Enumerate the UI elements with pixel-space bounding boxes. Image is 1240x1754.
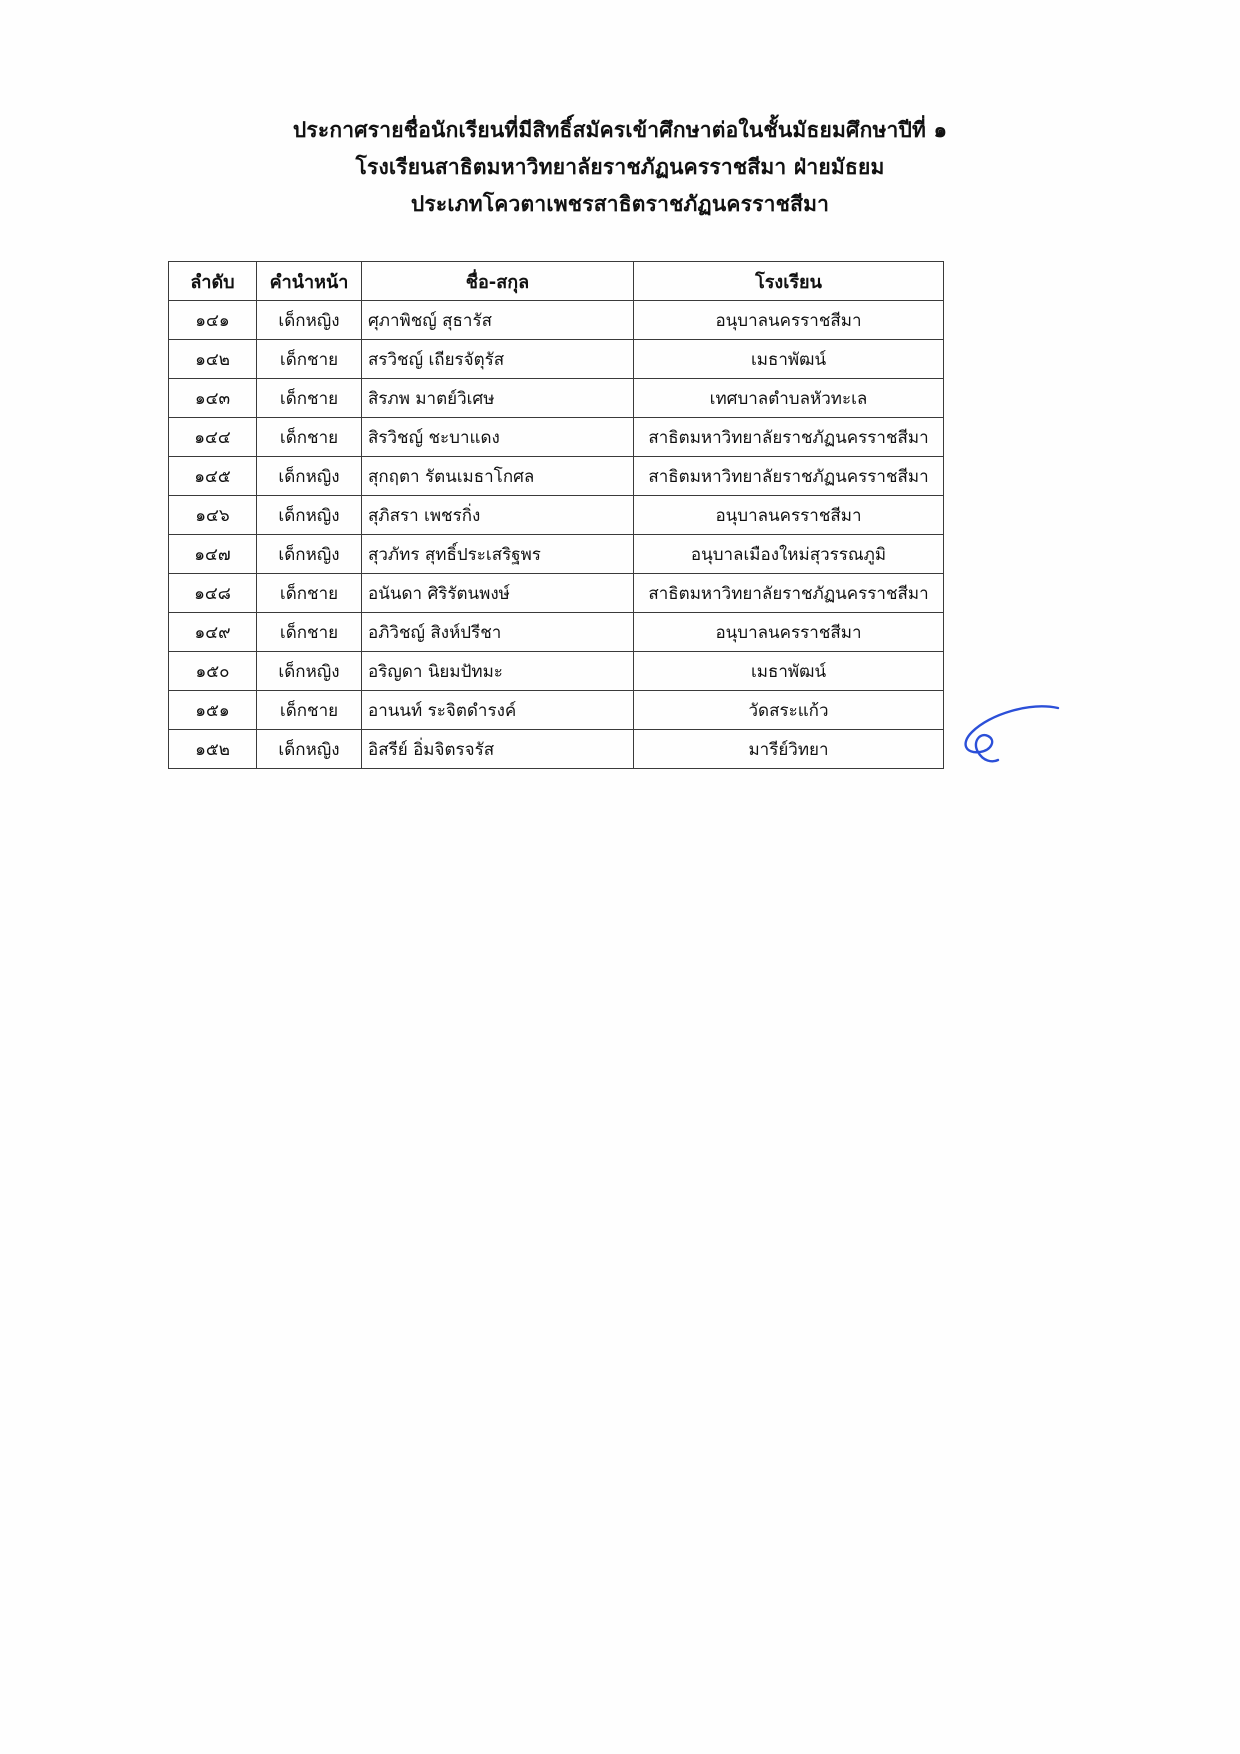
cell-name: สุวภัทร สุทธิ์ประเสริฐพร — [362, 535, 634, 574]
document-header — [0, 112, 1240, 223]
cell-title: เด็กชาย — [257, 574, 362, 613]
header-line-2: โรงเรียนสาธิตมหาวิทยาลัยราชภัฏนครราชสีมา ฝ่ายมัธยม — [355, 155, 885, 179]
cell-name: สุกฤตา รัตนเมธาโกศล — [362, 457, 634, 496]
table-body — [169, 301, 944, 769]
cell-title: เด็กหญิง — [257, 496, 362, 535]
header-line-3: ประเภทโควตาเพชรสาธิตราชภัฏนครราชสีมา — [410, 192, 830, 216]
cell-title: เด็กชาย — [257, 418, 362, 457]
cell-name: อริญดา นิยมปัทมะ — [362, 652, 634, 691]
cell-name: สุภิสรา เพชรกิ่ง — [362, 496, 634, 535]
header-line-1: ประกาศรายชื่อนักเรียนที่มีสิทธิ์สมัครเข้าศึกษาต่อในชั้นมัธยมศึกษาปีที่ ๑ — [292, 118, 948, 142]
cell-title: เด็กหญิง — [257, 457, 362, 496]
table-row — [169, 535, 944, 574]
table-row — [169, 457, 944, 496]
cell-no: ๑๔๓ — [169, 379, 257, 418]
cell-title: เด็กชาย — [257, 340, 362, 379]
cell-name: สิรภพ มาตย์วิเศษ — [362, 379, 634, 418]
cell-title: เด็กชาย — [257, 613, 362, 652]
cell-name: อานนท์ ระจิตดำรงค์ — [362, 691, 634, 730]
cell-no: ๑๕๒ — [169, 730, 257, 769]
table-row — [169, 691, 944, 730]
cell-title: เด็กหญิง — [257, 652, 362, 691]
cell-name: สรวิชญ์ เถียรจัตุรัส — [362, 340, 634, 379]
cell-school: อนุบาลนครราชสีมา — [634, 613, 944, 652]
cell-no: ๑๕๑ — [169, 691, 257, 730]
cell-title: เด็กหญิง — [257, 301, 362, 340]
cell-name: อภิวิชญ์ สิงห์ปรีชา — [362, 613, 634, 652]
table-row — [169, 496, 944, 535]
cell-no: ๑๔๘ — [169, 574, 257, 613]
table-row — [169, 379, 944, 418]
column-header-title: คำนำหน้า — [257, 262, 362, 301]
cell-no: ๑๔๒ — [169, 340, 257, 379]
column-header-no: ลำดับ — [169, 262, 257, 301]
cell-no: ๑๔๖ — [169, 496, 257, 535]
cell-school: สาธิตมหาวิทยาลัยราชภัฏนครราชสีมา — [634, 574, 944, 613]
cell-no: ๑๔๗ — [169, 535, 257, 574]
table-row — [169, 418, 944, 457]
cell-no: ๑๔๕ — [169, 457, 257, 496]
cell-school: อนุบาลเมืองใหม่สุวรรณภูมิ — [634, 535, 944, 574]
table-row — [169, 730, 944, 769]
cell-school: เมธาพัฒน์ — [634, 340, 944, 379]
table-row — [169, 301, 944, 340]
cell-school: เทศบาลตำบลหัวทะเล — [634, 379, 944, 418]
cell-school: อนุบาลนครราชสีมา — [634, 496, 944, 535]
table-header-row — [169, 262, 944, 301]
cell-no: ๑๔๔ — [169, 418, 257, 457]
cell-title: เด็กชาย — [257, 379, 362, 418]
cell-school: มารีย์วิทยา — [634, 730, 944, 769]
cell-name: สิรวิชญ์ ชะบาแดง — [362, 418, 634, 457]
table-row — [169, 652, 944, 691]
cell-no: ๑๔๑ — [169, 301, 257, 340]
cell-title: เด็กหญิง — [257, 535, 362, 574]
cell-school: วัดสระแก้ว — [634, 691, 944, 730]
column-header-school: โรงเรียน — [634, 262, 944, 301]
cell-name: อนันดา ศิริรัตนพงษ์ — [362, 574, 634, 613]
cell-title: เด็กหญิง — [257, 730, 362, 769]
cell-no: ๑๔๙ — [169, 613, 257, 652]
cell-school: สาธิตมหาวิทยาลัยราชภัฏนครราชสีมา — [634, 418, 944, 457]
cell-name: ศุภาพิชญ์ สุธารัส — [362, 301, 634, 340]
student-roster-table — [168, 261, 944, 769]
cell-name: อิสรีย์ อิ่มจิตรจรัส — [362, 730, 634, 769]
cell-title: เด็กชาย — [257, 691, 362, 730]
cell-school: เมธาพัฒน์ — [634, 652, 944, 691]
table-row — [169, 340, 944, 379]
student-roster-table-wrapper — [168, 261, 943, 769]
cell-school: อนุบาลนครราชสีมา — [634, 301, 944, 340]
table-row — [169, 613, 944, 652]
cell-school: สาธิตมหาวิทยาลัยราชภัฏนครราชสีมา — [634, 457, 944, 496]
column-header-name: ชื่อ-สกุล — [362, 262, 634, 301]
cell-no: ๑๕๐ — [169, 652, 257, 691]
table-row — [169, 574, 944, 613]
